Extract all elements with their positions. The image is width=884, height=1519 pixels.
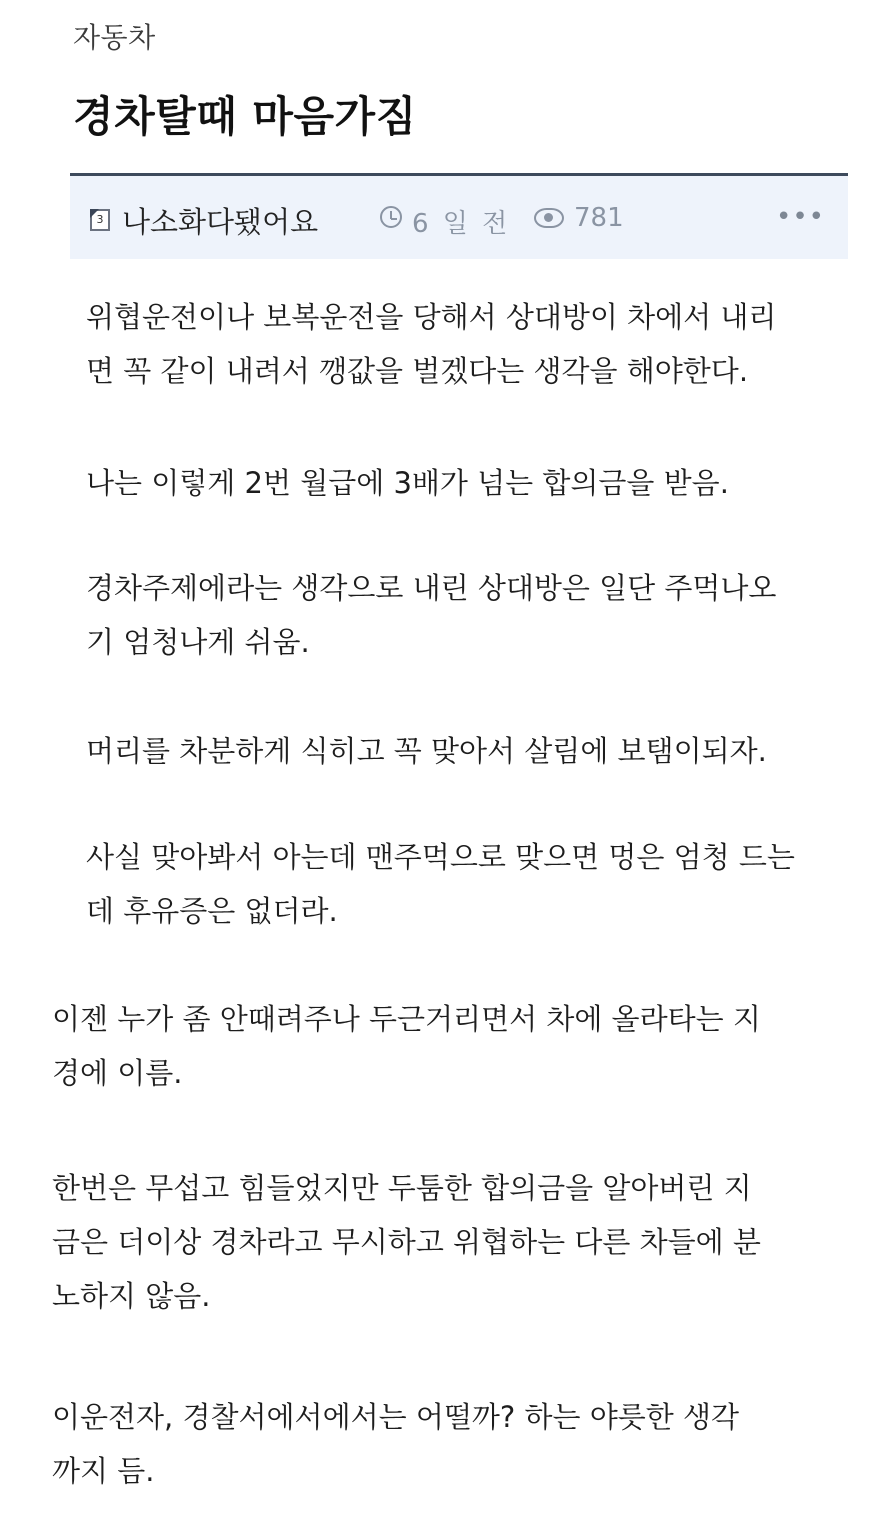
post-meta-bar [70,173,848,259]
post-paragraph: 이젠 누가 좀 안때려주나 두근거리면서 차에 올라타는 지 경에 이름. [52,1002,761,1090]
post-paragraph: 위협운전이나 보복운전을 당해서 상대방이 차에서 내리 면 꼭 같이 내려서 깽값을 벌겠다는 생각을 해야한다. [86,300,777,388]
post-time: 6 일 전 [412,209,511,239]
post-paragraph: 머리를 차분하게 식히고 꼭 맞아서 살림에 보탬이되자. [86,734,767,768]
clock-icon [380,206,402,228]
post-paragraph: 이운전자, 경찰서에서에서는 어떨까? 하는 야릇한 생각 까지 듬. [52,1400,740,1488]
view-count: 781 [574,203,624,233]
member-level-icon: 3 [90,209,110,231]
category-label[interactable]: 자동차 [73,21,156,54]
author-name[interactable]: 나소화다됐어요 [122,205,319,239]
post-title: 경차탈때 마음가짐 [73,92,417,141]
post-paragraph: 경차주제에라는 생각으로 내린 상대방은 일단 주먹나오 기 엄청나게 쉬움. [86,571,777,659]
post-paragraph: 나는 이렇게 2번 월급에 3배가 넘는 합의금을 받음. [86,466,729,500]
post-paragraph: 한번은 무섭고 힘들었지만 두툼한 합의금을 알아버린 지 금은 더이상 경차라고 무시하고 위협하는 다른 차들에 분 노하지 않음. [52,1171,761,1313]
post-paragraph: 사실 맞아봐서 아는데 맨주먹으로 맞으면 멍은 엄청 드는 데 후유증은 없더라. [86,840,795,928]
more-options-icon[interactable]: ••• [776,202,826,232]
eye-icon [534,208,564,228]
